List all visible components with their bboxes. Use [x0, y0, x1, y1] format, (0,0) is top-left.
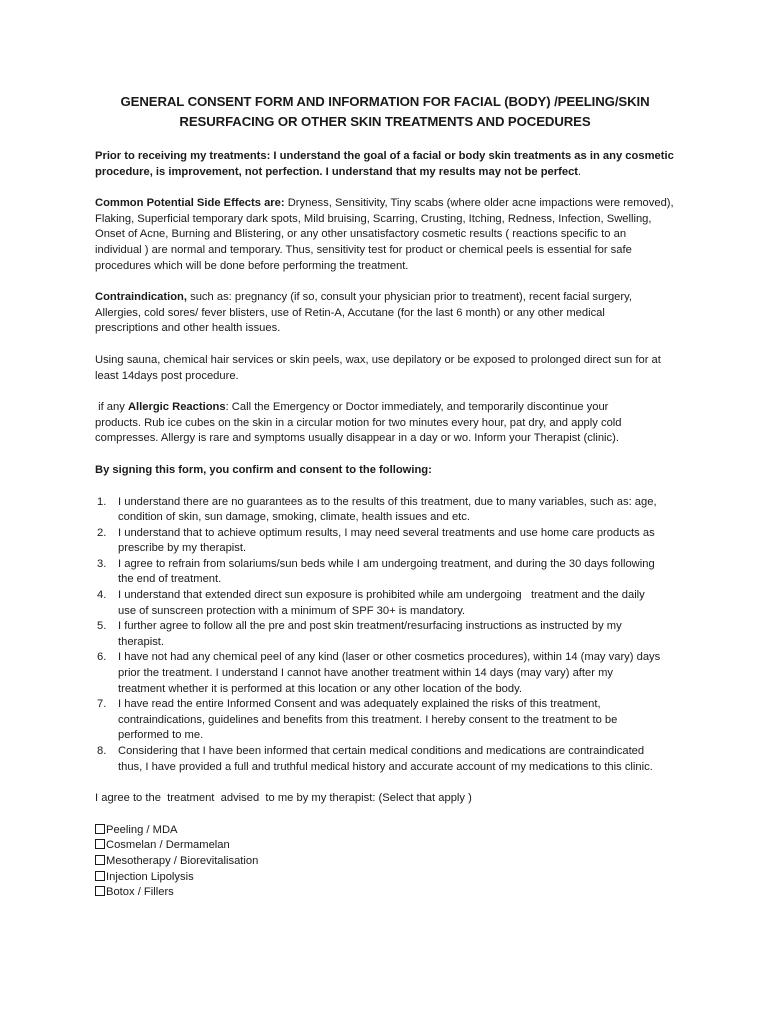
treatment-options: [95, 823, 685, 901]
side-effects-label: Common Potential Side Effects are:: [95, 197, 285, 210]
consent-item-text: therapist.: [118, 635, 165, 648]
consent-item: [95, 697, 685, 744]
agree-line: I agree to the treatment advised to me by my therapist: (Select that apply ): [95, 792, 472, 805]
treatment-option[interactable]: [95, 870, 685, 886]
intro-line-2-end: .: [578, 165, 582, 178]
checkbox[interactable]: [95, 886, 105, 896]
checkbox[interactable]: [95, 824, 105, 834]
intro-line-2: procedure, is improvement, not perfection. I understand that my results may not be perfect: [95, 165, 579, 178]
consent-item-text: prior the treatment. I understand I cannot have another treatment within 14 days (may vary) after my: [118, 667, 613, 680]
consent-item-text: I have read the entire Informed Consent and was adequately explained the risks of this treatment,: [118, 698, 601, 711]
consent-item-text: thus, I have provided a full and truthful medical history and accurate account of my medications to this clinic.: [118, 760, 653, 773]
consent-item-text: the end of treatment.: [118, 573, 222, 586]
contraindication-label: Contraindication,: [95, 291, 187, 304]
consent-item-number: 7.: [97, 698, 107, 711]
treatment-option[interactable]: [95, 823, 685, 839]
contraindication-line-1: such as: pregnancy (if so, consult your physician prior to treatment), recent facial surgery,: [187, 291, 633, 304]
consent-item-text: I further agree to follow all the pre and post skin treatment/resurfacing instructions as instructed by my: [118, 620, 622, 633]
contraindication-line-2: Allergies, cold sores/ fever blisters, use of Retin-A, Accutane (for the last 6 month) or any other medical: [95, 306, 605, 319]
consent-item-text: use of sunscreen protection with a minimum of SPF 30+ is mandatory.: [118, 604, 466, 617]
treatment-option-label: Cosmelan / Dermamelan: [106, 839, 230, 852]
side-effects-line-5: procedures which will be done before performing the treatment.: [95, 259, 409, 272]
consent-item: [95, 744, 685, 775]
consent-item-text: prescribe by my therapist.: [118, 542, 247, 555]
treatment-option-label: Botox / Fillers: [106, 886, 174, 899]
consent-item-text: performed to me.: [118, 729, 204, 742]
consent-item-number: 8.: [97, 745, 107, 757]
allergic-line-2: products. Rub ice cubes on the skin in a circular motion for two minutes every hour, pat dry, and apply cold: [95, 416, 622, 429]
allergic-line-1: : Call the Emergency or Doctor immediately, and temporarily discontinue your: [225, 401, 609, 414]
intro-line-1: Prior to receiving my treatments: I understand the goal of a facial or body skin treatments as in any cosmetic: [95, 150, 674, 162]
consent-item-text: condition of skin, sun damage, smoking, climate, health issues and etc.: [118, 511, 470, 524]
consent-item-text: I have not had any chemical peel of any kind (laser or other cosmetics procedures), within 14 (may vary) days: [118, 651, 661, 664]
contraindication-paragraph: [95, 290, 685, 337]
side-effects-line-3: Onset of Acne, Burning and Blistering, or any other unsatisfactory cosmetic results ( reactions specific to an: [95, 228, 627, 241]
consent-item-number: 2.: [97, 526, 107, 539]
title-line-1: GENERAL CONSENT FORM AND INFORMATION FOR FACIAL (BODY) /PEELING/SKIN: [120, 94, 650, 109]
treatment-option[interactable]: [95, 838, 685, 854]
side-effects-line-2: Flaking, Superficial temporary dark spots, Mild bruising, Scarring, Crusting, Itching, Redness, Infection, Swelling,: [95, 212, 652, 225]
consent-item: [95, 588, 685, 619]
sauna-line-2: least 14days post procedure.: [95, 369, 239, 382]
contraindication-line-3: prescriptions and other health issues.: [95, 322, 281, 335]
form-body: [95, 149, 685, 901]
consent-item-number: 5.: [97, 620, 107, 633]
treatment-option-label: Mesotherapy / Biorevitalisation: [106, 854, 259, 867]
checkbox[interactable]: [95, 839, 105, 849]
checkbox[interactable]: [95, 855, 105, 865]
sauna-paragraph: [95, 353, 685, 384]
consent-item-text: Considering that I have been informed that certain medical conditions and medications are contraindicated: [118, 745, 645, 757]
side-effects-line-4: individual ) are normal and temporary. Thus, sensitivity test for product or chemical peels is essential for safe: [95, 243, 632, 256]
consent-item-number: 3.: [97, 557, 107, 570]
checkbox[interactable]: [95, 871, 105, 881]
side-effects-line-1: Dryness, Sensitivity, Tiny scabs (where older acne impactions were removed),: [284, 197, 674, 210]
treatment-option[interactable]: [95, 854, 685, 870]
consent-item-text: treatment whether it is performed at this location or any other location of the body.: [118, 682, 522, 695]
side-effects-paragraph: [95, 196, 685, 274]
consent-item-text: I understand that to achieve optimum results, I may need several treatments and use home care products as: [118, 526, 655, 539]
consent-item-number: 1.: [97, 495, 107, 508]
intro-paragraph: [95, 149, 685, 180]
consent-item-number: 6.: [97, 651, 107, 664]
consent-item: [95, 526, 685, 557]
consent-item: [95, 495, 685, 526]
allergic-line-3: compresses. Allergy is rare and symptoms usually disappear in a day or wo. Inform your Therapist (clinic).: [95, 432, 619, 445]
consent-list: [95, 495, 685, 776]
consent-item-text: I understand there are no guarantees as to the results of this treatment, due to many variables, such as: age,: [118, 495, 657, 508]
consent-heading: By signing this form, you confirm and consent to the following:: [95, 463, 432, 476]
consent-item: [95, 557, 685, 588]
allergic-label: Allergic Reactions: [127, 401, 226, 414]
consent-item-text: contraindications, guidelines and benefits from this treatment. I hereby consent to the treatment to be: [118, 713, 618, 726]
consent-item-text: I agree to refrain from solariums/sun beds while I am undergoing treatment, and during the 30 days following: [118, 557, 655, 570]
sauna-line-1: Using sauna, chemical hair services or skin peels, wax, use depilatory or be exposed to prolonged direct sun for at: [95, 353, 661, 366]
allergic-paragraph: [95, 400, 685, 447]
allergic-prefix: if any: [95, 401, 128, 414]
consent-item: [95, 650, 685, 697]
form-title: [80, 92, 690, 132]
treatment-option-label: Injection Lipolysis: [106, 870, 194, 883]
treatment-option[interactable]: [95, 885, 685, 901]
consent-item: [95, 619, 685, 650]
consent-item-text: I understand that extended direct sun exposure is prohibited while am undergoing treatment and the daily: [118, 589, 645, 602]
treatment-option-label: Peeling / MDA: [106, 823, 178, 836]
consent-item-number: 4.: [97, 589, 107, 602]
title-line-2: RESURFACING OR OTHER SKIN TREATMENTS AND POCEDURES: [179, 114, 591, 129]
